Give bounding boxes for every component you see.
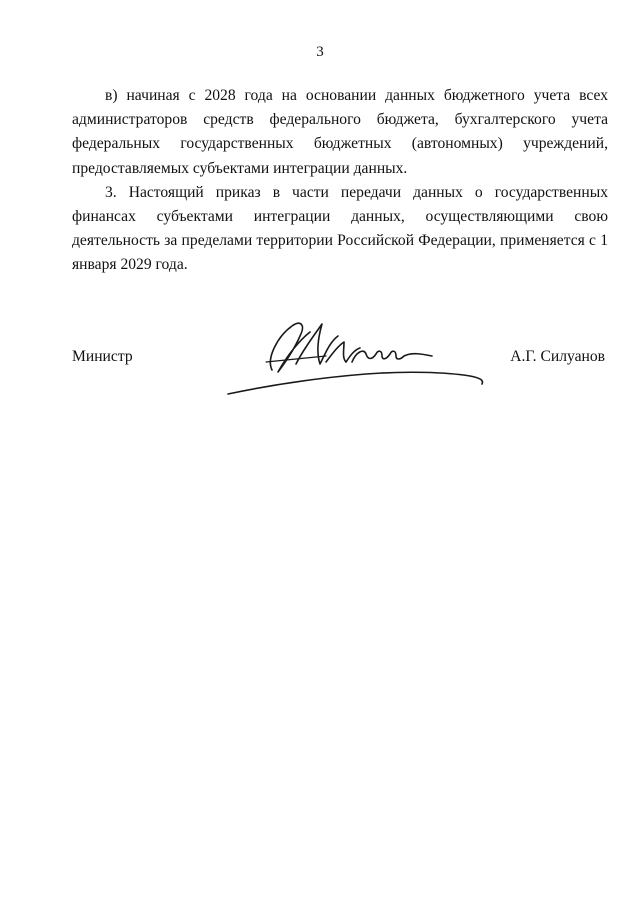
signatory-name: А.Г. Силуанов [510,348,605,365]
page-number: 3 [316,44,324,60]
handwritten-signature [226,314,496,404]
signature-block [72,340,608,420]
paragraph-subitem-v: в) начиная с 2028 года на основании данных бюджетного учета всех администраторов средств федерального бюджета, бухгалтерского учета федеральных государственных бюджетных (автономных) учреждений, предоставляемых субъектами интеграции данных. [72,87,608,177]
signature-stroke-6 [266,356,326,362]
paragraph-item-3: 3. Настоящий приказ в части передачи данных о государственных финансах субъектами интеграции данных, осуществляющими свою деятельность за пределами территории Российской Федерации, применяется с 1 января 2029 года. [72,183,608,274]
signature-stroke-5 [228,372,483,394]
signature-stroke-3 [326,342,360,362]
document-body [72,84,608,278]
signatory-title: Министр [72,348,133,365]
signature-stroke-4 [352,351,432,362]
signature-stroke-1 [270,323,310,372]
